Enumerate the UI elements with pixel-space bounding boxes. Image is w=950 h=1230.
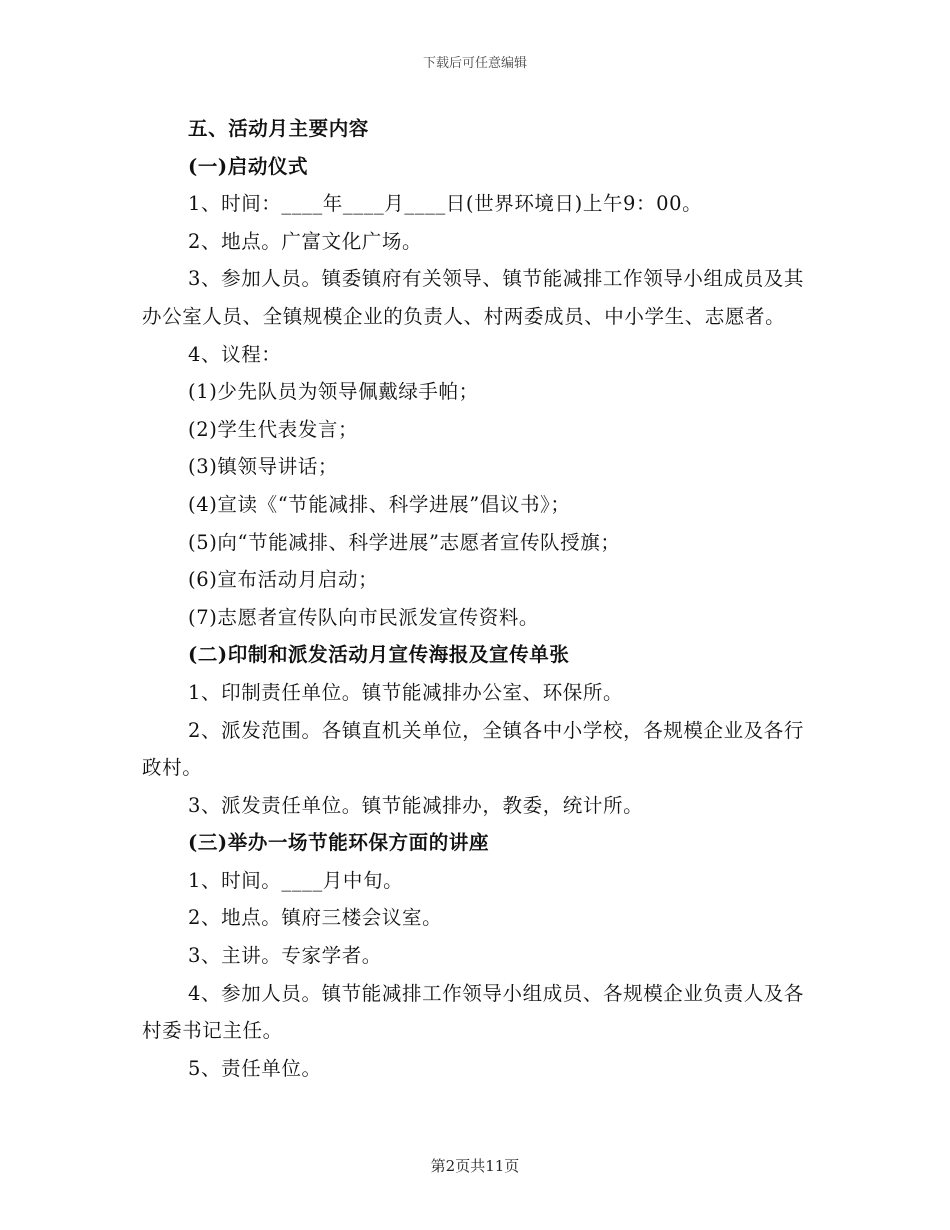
- list-item: (7)志愿者宣传队向市民派发宣传资料。: [188, 605, 540, 629]
- paragraph: 2、派发范围。各镇直机关单位，全镇各中小学校，各规模企业及各行政村。: [142, 718, 805, 780]
- section-heading: 五、活动月主要内容: [188, 117, 369, 140]
- subsection-heading: (一)启动仪式: [188, 154, 309, 178]
- paragraph: 2、地点。镇府三楼会议室。: [188, 906, 443, 930]
- list-item: (4)宣读《“节能减排、科学进展”倡议书》；: [188, 492, 571, 516]
- list-item: (1)少先队员为领导佩戴绿手帕；: [188, 380, 479, 404]
- paragraph: 3、参加人员。镇委镇府有关领导、镇节能减排工作领导小组成员及其办公室人员、全镇规模企业的负责人、村两委成员、中小学生、志愿者。: [142, 267, 805, 328]
- list-item: (3)镇领导讲话；: [188, 455, 339, 479]
- paragraph: 3、主讲。专家学者。: [188, 944, 382, 968]
- list-item: (6)宣布活动月启动；: [188, 568, 379, 592]
- list-item: (5)向“节能减排、科学进展”志愿者宣传队授旗；: [188, 530, 621, 554]
- paragraph: 1、时间。____月中旬。: [188, 868, 404, 892]
- page-number: 第2页共11页: [430, 1157, 520, 1175]
- paragraph: 1、时间：____年____月____日(世界环境日)上午9：00。: [188, 192, 703, 216]
- paragraph: 1、印制责任单位。镇节能减排办公室、环保所。: [188, 680, 624, 704]
- list-item: (2)学生代表发言；: [188, 417, 359, 441]
- subsection-heading: (二)印制和派发活动月宣传海报及宣传单张: [188, 643, 570, 667]
- paragraph: 4、议程：: [188, 342, 282, 366]
- paragraph: 2、地点。广富文化广场。: [188, 229, 423, 253]
- paragraph: 4、参加人员。镇节能减排工作领导小组成员、各规模企业负责人及各村委书记主任。: [142, 981, 805, 1043]
- subsection-heading: (三)举办一场节能环保方面的讲座: [188, 831, 490, 855]
- paragraph: 3、派发责任单位。镇节能减排办，教委，统计所。: [188, 793, 644, 817]
- document-body: [142, 110, 812, 1087]
- page-header: 下载后可任意编辑: [422, 56, 527, 71]
- paragraph: 5、责任单位。: [188, 1056, 322, 1080]
